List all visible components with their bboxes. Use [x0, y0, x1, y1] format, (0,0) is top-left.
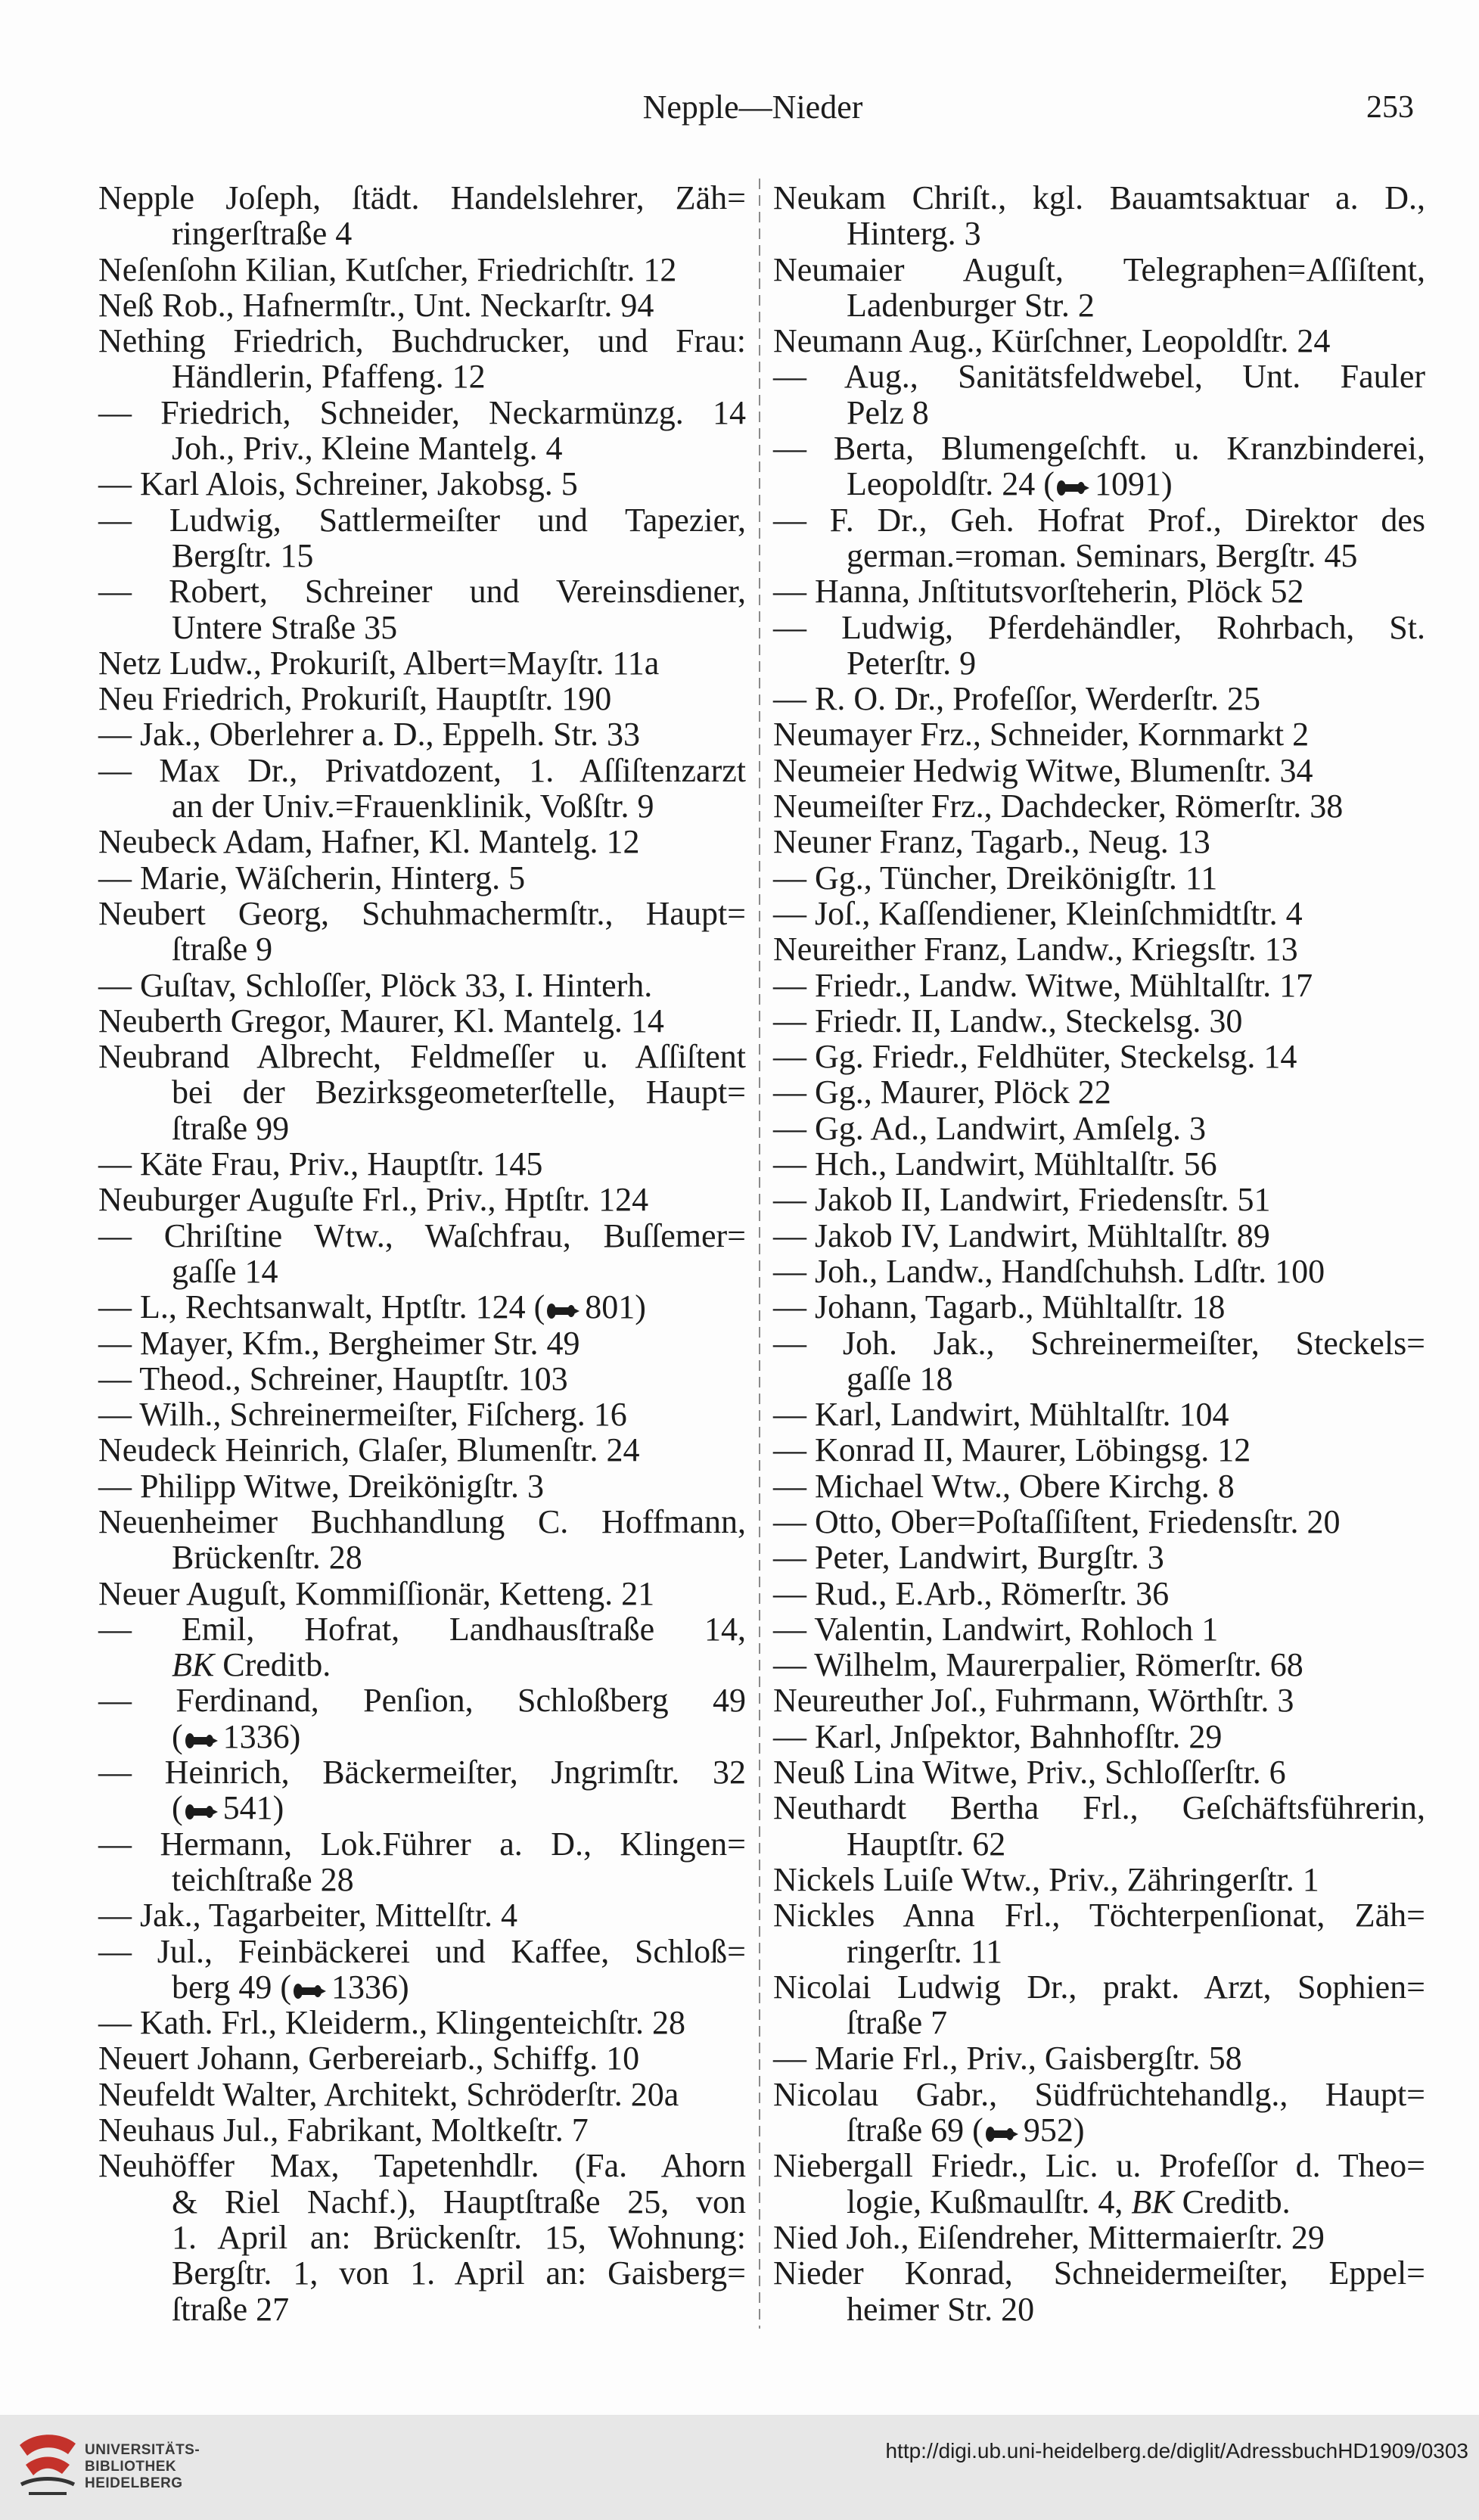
- entry-line: Nickles Anna Frl., Töchterpenſionat, Zäh=: [773, 1897, 1425, 1934]
- entry-line: — Gg., Maurer, Plöck 22: [773, 1074, 1111, 1111]
- entry-line: ſtraße 7: [847, 2004, 948, 2042]
- entry-line: — Käte Frau, Priv., Hauptſtr. 145: [98, 1145, 543, 1183]
- directory-entry: [773, 1146, 1425, 1182]
- entry-line: Händlerin, Pfaffeng. 12: [172, 358, 486, 396]
- directory-entry: [773, 1325, 1425, 1397]
- line-text: 952): [1023, 2111, 1085, 2149]
- directory-entry: [773, 2255, 1425, 2327]
- entry-line: — Joh. Jak., Schreinermeiſter, Steckels=: [773, 1324, 1425, 1362]
- directory-entry: [773, 1969, 1425, 2041]
- entry-line: Brückenſtr. 28: [172, 1539, 362, 1577]
- directory-entry: [773, 788, 1425, 824]
- line-text: ſtraße 69 (: [847, 2111, 983, 2149]
- entry-line: 1. April an: Brückenſtr. 15, Wohnung:: [172, 2218, 746, 2256]
- entry-line: Nething Friedrich, Buchdrucker, und Frau:: [98, 322, 746, 360]
- entry-line: [98, 1647, 746, 1683]
- directory-entry: [98, 896, 746, 968]
- entry-line: ſtraße 9: [172, 931, 273, 968]
- entry-line: Neumayer Frz., Schneider, Kornmarkt 2: [773, 716, 1310, 754]
- entry-line: Joh., Priv., Kleine Mantelg. 4: [172, 430, 563, 468]
- entry-line: Neuß Lina Witwe, Priv., Schloſſerſtr. 6: [773, 1754, 1286, 1791]
- directory-entry: [98, 645, 746, 681]
- entry-line: Neu Friedrich, Prokuriſt, Hauptſtr. 190: [98, 680, 612, 718]
- entry-line: Neudeck Heinrich, Glaſer, Blumenſtr. 24: [98, 1431, 640, 1469]
- entry-line: Pelz 8: [847, 393, 929, 431]
- entry-line: Neuthardt Bertha Frl., Geſchäftsführerin,: [773, 1789, 1425, 1827]
- directory-entry: [98, 2077, 746, 2112]
- directory-entry: [773, 824, 1425, 859]
- entry-line: — Jakob IV, Landwirt, Mühltalſtr. 89: [773, 1216, 1270, 1254]
- directory-entry: [773, 1003, 1425, 1039]
- bk-marker: BK: [172, 1646, 215, 1684]
- library-name: [85, 2442, 200, 2492]
- entry-line: gaſſe 14: [172, 1252, 278, 1290]
- bk-marker: BK: [1131, 2183, 1174, 2220]
- entry-line: Hauptſtr. 62: [847, 1825, 1006, 1863]
- entry-line: — Ferdinand, Penſion, Schloßberg 49: [98, 1682, 746, 1720]
- entry-line: Nicolai Ludwig Dr., prakt. Arzt, Sophien=: [773, 1968, 1425, 2006]
- directory-entry: [773, 2148, 1425, 2220]
- entry-line: Bergſtr. 15: [172, 536, 314, 574]
- line-text: 1336): [331, 1968, 409, 2006]
- entry-line: Hinterg. 3: [847, 215, 981, 253]
- directory-entry: [98, 2005, 746, 2040]
- line-text: Creditb.: [214, 1646, 331, 1684]
- directory-entry: [98, 1897, 746, 1933]
- line-text: berg 49 (: [172, 1968, 292, 2006]
- entry-line: — Heinrich, Bäckermeiſter, Jngrimſtr. 32: [98, 1754, 746, 1791]
- directory-entry: [773, 2077, 1425, 2149]
- directory-entry: [98, 252, 746, 287]
- directory-entry: [98, 1468, 746, 1504]
- entry-line: — Marie Frl., Priv., Gaisbergſtr. 58: [773, 2040, 1242, 2077]
- entry-line: ſtraße 27: [172, 2290, 290, 2328]
- directory-entry: [98, 1576, 746, 1611]
- directory-entry: [773, 573, 1425, 609]
- directory-entry: [98, 1003, 746, 1039]
- entry-line: — Karl, Jnſpektor, Bahnhofſtr. 29: [773, 1717, 1223, 1755]
- line-text: 541): [222, 1789, 284, 1827]
- directory-entry: [98, 1826, 746, 1898]
- directory-entry: [98, 2148, 746, 2326]
- entry-line: Bergſtr. 1, von 1. April an: Gaisberg=: [172, 2254, 746, 2292]
- directory-entry: [773, 323, 1425, 359]
- column-divider: [759, 179, 760, 2329]
- entry-line: — Hermann, Lok.Führer a. D., Klingen=: [98, 1825, 746, 1863]
- directory-entry: [98, 1218, 746, 1290]
- entry-line: Neſenſohn Kilian, Kutſcher, Friedrichſtr. 12: [98, 250, 677, 288]
- entry-line: [98, 1790, 746, 1826]
- directory-entry: [98, 287, 746, 323]
- directory-entry: [773, 1576, 1425, 1611]
- directory-entry: [98, 573, 746, 645]
- directory-entry: [98, 681, 746, 716]
- entry-line: — Emil, Hofrat, Landhausſtraße 14,: [98, 1610, 746, 1648]
- directory-entry: [98, 1325, 746, 1361]
- directory-entry: [773, 1111, 1425, 1146]
- library-name-line: HEIDELBERG: [85, 2475, 183, 2491]
- entry-line: [773, 466, 1425, 502]
- entry-line: — Gg. Friedr., Feldhüter, Steckelsg. 14: [773, 1038, 1297, 1076]
- directory-entry: [773, 1254, 1425, 1289]
- directory-entry: [98, 860, 746, 896]
- line-text: 1336): [222, 1717, 301, 1755]
- directory-entry: [773, 1182, 1425, 1217]
- directory-entry: [98, 1182, 746, 1217]
- entry-line: Neumaier Auguſt, Telegraphen=Aſſiſtent,: [773, 250, 1425, 288]
- directory-entry: [773, 359, 1425, 430]
- entry-line: — Hch., Landwirt, Mühltalſtr. 56: [773, 1145, 1217, 1183]
- directory-entry: [773, 896, 1425, 931]
- entry-line: — Karl Alois, Schreiner, Jakobsg. 5: [98, 465, 578, 503]
- entry-line: & Riel Nachf.), Hauptſtraße 25, von: [172, 2183, 746, 2220]
- directory-entry: [98, 1289, 746, 1325]
- entry-line: — Ludwig, Pferdehändler, Rohrbach, St.: [773, 608, 1425, 646]
- entry-line: teichſtraße 28: [172, 1860, 354, 1898]
- entry-line: [773, 2184, 1425, 2220]
- entry-line: — Wilhelm, Maurerpalier, Römerſtr. 68: [773, 1646, 1303, 1684]
- entry-line: Neuhaus Jul., Fabrikant, Moltkeſtr. 7: [98, 2111, 589, 2149]
- logo-emblem: [14, 2428, 82, 2498]
- directory-entry: [98, 1504, 746, 1576]
- directory-entry: [98, 753, 746, 825]
- entry-line: — Jak., Tagarbeiter, Mittelſtr. 4: [98, 1897, 517, 1934]
- line-text: (: [172, 1789, 183, 1827]
- directory-entry: [98, 1397, 746, 1432]
- directory-entry: [98, 2040, 746, 2076]
- directory-entry: [98, 968, 746, 1003]
- entry-line: — Mayer, Kfm., Bergheimer Str. 49: [98, 1324, 580, 1362]
- directory-entry: [773, 1540, 1425, 1575]
- page-number: 253: [1366, 90, 1414, 125]
- entry-line: Neß Rob., Hafnermſtr., Unt. Neckarſtr. 94: [98, 286, 654, 324]
- entry-line: — Friedr. II, Landw., Steckelsg. 30: [773, 1002, 1243, 1039]
- entry-line: Neureither Franz, Landw., Kriegsſtr. 13: [773, 931, 1298, 968]
- entry-line: Neuert Johann, Gerbereiarb., Schiffg. 10: [98, 2040, 640, 2077]
- left-column: [98, 180, 746, 2327]
- line-text: (: [172, 1717, 183, 1755]
- directory-entry: [773, 1683, 1425, 1718]
- directory-entry: [773, 860, 1425, 896]
- entry-line: — Michael Wtw., Obere Kirchg. 8: [773, 1467, 1235, 1505]
- entry-line: — Johann, Tagarb., Mühltalſtr. 18: [773, 1288, 1226, 1326]
- entry-line: Peterſtr. 9: [847, 644, 977, 682]
- right-column: [773, 180, 1425, 2327]
- directory-entry: [98, 1611, 746, 1683]
- entry-line: — Otto, Ober=Poſtaſſiſtent, Friedensſtr. 20: [773, 1502, 1341, 1540]
- entry-line: gaſſe 18: [847, 1359, 953, 1397]
- entry-line: — Jakob II, Landwirt, Friedensſtr. 51: [773, 1181, 1271, 1219]
- directory-entry: [773, 1862, 1425, 1897]
- entry-line: Nepple Joſeph, ſtädt. Handelslehrer, Zäh=: [98, 179, 746, 216]
- telephone-icon: [293, 1983, 326, 2000]
- directory-entry: [773, 1647, 1425, 1683]
- entry-line: Neubeck Adam, Hafner, Kl. Mantelg. 12: [98, 823, 640, 861]
- telephone-icon: [185, 1804, 218, 1820]
- entry-line: — R. O. Dr., Profeſſor, Werderſtr. 25: [773, 680, 1261, 718]
- entry-line: [98, 1719, 746, 1754]
- entry-line: ringerſtraße 4: [172, 215, 353, 253]
- entry-line: heimer Str. 20: [847, 2290, 1035, 2328]
- entry-line: — Joſ., Kaſſendiener, Kleinſchmidtſtr. 4: [773, 894, 1303, 932]
- line-text: 801): [585, 1288, 646, 1326]
- directory-entry: [773, 180, 1425, 252]
- entry-line: — Valentin, Landwirt, Rohloch 1: [773, 1610, 1219, 1648]
- line-text: logie, Kußmaulſtr. 4,: [847, 2183, 1132, 2220]
- entry-line: ſtraße 99: [172, 1109, 290, 1147]
- directory-entry: [98, 1934, 746, 2006]
- directory-entry: [98, 1361, 746, 1397]
- entry-line: — Konrad II, Maurer, Löbingsg. 12: [773, 1431, 1251, 1469]
- line-text: 1091): [1094, 465, 1173, 503]
- entry-line: — Kath. Frl., Kleiderm., Klingenteichſtr. 28: [98, 2004, 685, 2042]
- directory-entry: [98, 1754, 746, 1826]
- directory-entry: [773, 252, 1425, 324]
- directory-entry: [773, 1719, 1425, 1754]
- entry-line: — Philipp Witwe, Dreikönigſtr. 3: [98, 1467, 544, 1505]
- directory-entry: [98, 1432, 746, 1468]
- entry-line: Ladenburger Str. 2: [847, 286, 1095, 324]
- directory-entry: [773, 1218, 1425, 1254]
- entry-line: — Rud., E.Arb., Römerſtr. 36: [773, 1574, 1170, 1612]
- directory-entry: [773, 1039, 1425, 1074]
- directory-entry: [773, 681, 1425, 716]
- entry-line: — Robert, Schreiner und Vereinsdiener,: [98, 573, 746, 611]
- line-text: — L., Rechtsanwalt, Hptſtr. 124 (: [98, 1288, 545, 1326]
- directory-entry: [98, 1146, 746, 1182]
- directory-entry: [773, 610, 1425, 682]
- directory-entry: [98, 466, 746, 502]
- entry-line: ringerſtr. 11: [847, 1932, 1003, 1970]
- entry-line: Neumeiſter Frz., Dachdecker, Römerſtr. 38: [773, 788, 1344, 825]
- directory-entry: [98, 824, 746, 859]
- directory-entry: [98, 323, 746, 395]
- directory-entry: [773, 1790, 1425, 1862]
- source-url: http://digi.ub.uni-heidelberg.de/diglit/AdressbuchHD1909/0303: [885, 2439, 1468, 2463]
- telephone-icon: [185, 1732, 218, 1749]
- entry-line: Untere Straße 35: [172, 608, 398, 646]
- entry-line: — Peter, Landwirt, Burgſtr. 3: [773, 1539, 1164, 1577]
- directory-entry: [773, 931, 1425, 967]
- entry-line: — Gg., Tüncher, Dreikönigſtr. 11: [773, 859, 1218, 896]
- directory-entry: [773, 1397, 1425, 1432]
- entry-line: Niebergall Friedr., Lic. u. Profeſſor d. Theo=: [773, 2147, 1425, 2185]
- entry-line: Netz Ludw., Prokuriſt, Albert=Mayſtr. 11a: [98, 644, 660, 682]
- directory-entry: [773, 502, 1425, 574]
- entry-line: german.=roman. Seminars, Bergſtr. 45: [847, 536, 1358, 574]
- entry-line: bei der Bezirksgeometerſtelle, Haupt=: [172, 1074, 746, 1111]
- entry-line: an der Univ.=Frauenklinik, Voßſtr. 9: [172, 788, 654, 825]
- directory-entry: [773, 716, 1425, 752]
- entry-line: Neumeier Hedwig Witwe, Blumenſtr. 34: [773, 751, 1313, 789]
- directory-entry: [773, 1897, 1425, 1969]
- directory-entry: [773, 1754, 1425, 1790]
- entry-line: — Wilh., Schreinermeiſter, Fiſcherg. 16: [98, 1396, 627, 1434]
- entry-line: Neubert Georg, Schuhmachermſtr., Haupt=: [98, 894, 746, 932]
- library-name-line: BIBLIOTHEK: [85, 2459, 177, 2475]
- directory-entry: [98, 1683, 746, 1754]
- entry-line: — Karl, Landwirt, Mühltalſtr. 104: [773, 1396, 1229, 1434]
- footer-bar: [0, 2415, 1479, 2520]
- entry-line: — Ludwig, Sattlermeiſter und Tapezier,: [98, 501, 746, 539]
- entry-line: Neuburger Auguſte Frl., Priv., Hptſtr. 124: [98, 1181, 649, 1219]
- entry-line: — Max Dr., Privatdozent, 1. Aſſiſtenzarzt: [98, 751, 746, 789]
- directory-entry: [773, 1468, 1425, 1504]
- entry-line: Nicolau Gabr., Südfrüchtehandlg., Haupt=: [773, 2075, 1425, 2113]
- directory-entry: [773, 1611, 1425, 1647]
- entry-line: — Theod., Schreiner, Hauptſtr. 103: [98, 1359, 568, 1397]
- directory-entry: [773, 430, 1425, 502]
- directory-entry: [773, 968, 1425, 1003]
- entry-line: Neuenheimer Buchhandlung C. Hoffmann,: [98, 1502, 746, 1540]
- entry-line: — Berta, Blumengeſchft. u. Kranzbinderei,: [773, 430, 1425, 468]
- line-text: Leopoldſtr. 24 (: [847, 465, 1055, 503]
- directory-entry: [98, 180, 746, 252]
- entry-line: — Jak., Oberlehrer a. D., Eppelh. Str. 33: [98, 716, 641, 754]
- entry-line: Neuhöffer Max, Tapetenhdlr. (Fa. Ahorn: [98, 2147, 746, 2185]
- entry-line: Neuer Auguſt, Kommiſſionär, Ketteng. 21: [98, 1574, 655, 1612]
- line-text: Creditb.: [1173, 2183, 1291, 2220]
- entry-line: Nickels Luiſe Wtw., Priv., Zähringerſtr. 1: [773, 1860, 1319, 1898]
- entry-line: — Guſtav, Schloſſer, Plöck 33, I. Hinterh.: [98, 966, 653, 1004]
- entry-line: [98, 1969, 746, 2005]
- directory-entry: [773, 2220, 1425, 2255]
- entry-line: [773, 2112, 1425, 2148]
- entry-line: — Chriſtine Wtw., Waſchfrau, Buſſemer=: [98, 1216, 746, 1254]
- directory-entry: [98, 395, 746, 467]
- entry-line: Nieder Konrad, Schneidermeiſter, Eppel=: [773, 2254, 1425, 2292]
- directory-entry: [98, 1039, 746, 1146]
- directory-entry: [773, 2040, 1425, 2076]
- directory-entry: [98, 2112, 746, 2148]
- entry-line: [98, 1289, 746, 1325]
- directory-entry: [773, 1074, 1425, 1110]
- university-library-logo: [14, 2428, 82, 2502]
- entry-line: — F. Dr., Geh. Hofrat Prof., Direktor des: [773, 501, 1425, 539]
- library-name-line: UNIVERSITÄTS-: [85, 2442, 200, 2458]
- entry-line: Neuner Franz, Tagarb., Neug. 13: [773, 823, 1210, 861]
- directory-entry: [773, 1289, 1425, 1325]
- directory-entry: [98, 502, 746, 574]
- entry-line: — Aug., Sanitätsfeldwebel, Unt. Fauler: [773, 358, 1425, 396]
- entry-line: Neureuther Joſ., Fuhrmann, Wörthſtr. 3: [773, 1682, 1294, 1720]
- entry-line: — Friedr., Landw. Witwe, Mühltalſtr. 17: [773, 966, 1313, 1004]
- entry-line: — Marie, Wäſcherin, Hinterg. 5: [98, 859, 526, 896]
- directory-entry: [98, 716, 746, 752]
- entry-line: Nied Joh., Eiſendreher, Mittermaierſtr. 29: [773, 2218, 1325, 2256]
- entry-line: Neuberth Gregor, Maurer, Kl. Mantelg. 14: [98, 1002, 664, 1039]
- entry-line: — Gg. Ad., Landwirt, Amſelg. 3: [773, 1109, 1206, 1147]
- directory-entry: [773, 753, 1425, 788]
- telephone-icon: [985, 2126, 1018, 2142]
- entry-line: Neumann Aug., Kürſchner, Leopoldſtr. 24: [773, 322, 1331, 360]
- telephone-icon: [1056, 480, 1089, 496]
- entry-line: Neukam Chriſt., kgl. Bauamtsaktuar a. D.,: [773, 179, 1425, 216]
- entry-line: — Hanna, Jnſtitutsvorſteherin, Plöck 52: [773, 573, 1304, 611]
- entry-line: — Jul., Feinbäckerei und Kaffee, Schloß=: [98, 1932, 746, 1970]
- entry-line: — Joh., Landw., Handſchuhsh. Ldſtr. 100: [773, 1252, 1325, 1290]
- directory-entry: [773, 1432, 1425, 1468]
- entry-line: — Friedrich, Schneider, Neckarmünzg. 14: [98, 393, 746, 431]
- running-head-title: Nepple—Nieder: [642, 89, 863, 126]
- directory-entry: [773, 1504, 1425, 1540]
- telephone-icon: [546, 1303, 579, 1319]
- entry-line: Neufeldt Walter, Architekt, Schröderſtr. 20a: [98, 2075, 679, 2113]
- entry-line: Neubrand Albrecht, Feldmeſſer u. Aſſiſtent: [98, 1038, 746, 1076]
